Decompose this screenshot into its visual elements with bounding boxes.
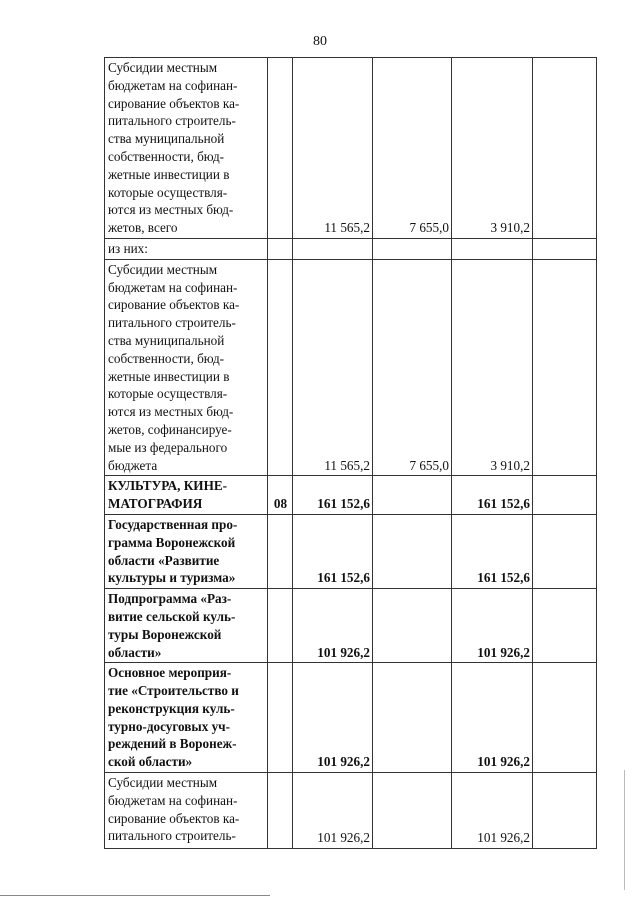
row-extra-cell: [533, 58, 597, 239]
row-extra-cell: [533, 476, 597, 515]
row-regional-cell: 101 926,2: [452, 663, 533, 773]
budget-table-body: [105, 58, 597, 849]
row-name-cell: Основное мероприя- тие «Строительство и реконструкция куль- турно-досуговых уч- реждений в Воронеж- ской области»: [105, 663, 268, 773]
table-row: [105, 259, 597, 476]
budget-table: [104, 57, 597, 849]
row-code-cell: [268, 589, 293, 663]
row-regional-cell: 101 926,2: [452, 773, 533, 849]
row-name-cell: Субсидии местным бюджетам на софинан- сирование объектов ка- питального строитель- ства муниципальной собственности, бюд- жетные инвестиции в которые осуществля- ются из местных бюд- жетов, софинансируе- мые из федерального бюджета: [105, 259, 268, 476]
row-extra-cell: [533, 259, 597, 476]
row-federal-cell: [373, 773, 452, 849]
row-code-cell: [268, 773, 293, 849]
table-row: [105, 773, 597, 849]
row-regional-cell: 161 152,6: [452, 476, 533, 515]
row-code-cell: [268, 259, 293, 476]
page-bottom-rule: [0, 895, 270, 896]
row-federal-cell: 7 655,0: [373, 58, 452, 239]
row-name-cell: из них:: [105, 238, 268, 259]
page-number: 80: [313, 34, 327, 49]
row-code-cell: [268, 514, 293, 588]
row-total-cell: 11 565,2: [293, 58, 373, 239]
row-regional-cell: 3 910,2: [452, 259, 533, 476]
row-code-cell: [268, 663, 293, 773]
row-regional-cell: 161 152,6: [452, 514, 533, 588]
scan-margin-mark: [624, 770, 625, 890]
row-total-cell: 101 926,2: [293, 773, 373, 849]
table-row: [105, 663, 597, 773]
row-name-cell: Субсидии местным бюджетам на софинан- сирование объектов ка- питального строитель- ства муниципальной собственности, бюд- жетные инвестиции в которые осуществля- ются из местных бюд- жетов, всего: [105, 58, 268, 239]
row-total-cell: 161 152,6: [293, 476, 373, 515]
row-total-cell: 101 926,2: [293, 663, 373, 773]
row-federal-cell: [373, 514, 452, 588]
row-code-cell: 08: [268, 476, 293, 515]
table-row: [105, 238, 597, 259]
row-name-cell: Подпрограмма «Раз- витие сельской куль- туры Воронежской области»: [105, 589, 268, 663]
row-federal-cell: [373, 238, 452, 259]
row-code-cell: [268, 238, 293, 259]
row-total-cell: 101 926,2: [293, 589, 373, 663]
row-extra-cell: [533, 589, 597, 663]
row-name-cell: КУЛЬТУРА, КИНЕ- МАТОГРАФИЯ: [105, 476, 268, 515]
table-row: [105, 514, 597, 588]
row-federal-cell: [373, 663, 452, 773]
row-name-cell: Государственная про- грамма Воронежской области «Развитие культуры и туризма»: [105, 514, 268, 588]
row-extra-cell: [533, 238, 597, 259]
row-federal-cell: 7 655,0: [373, 259, 452, 476]
row-total-cell: [293, 238, 373, 259]
row-name-cell: Субсидии местным бюджетам на софинан- сирование объектов ка- питального строитель-: [105, 773, 268, 849]
row-extra-cell: [533, 514, 597, 588]
row-regional-cell: 3 910,2: [452, 58, 533, 239]
row-total-cell: 11 565,2: [293, 259, 373, 476]
row-federal-cell: [373, 589, 452, 663]
row-extra-cell: [533, 663, 597, 773]
table-row: [105, 476, 597, 515]
row-total-cell: 161 152,6: [293, 514, 373, 588]
row-federal-cell: [373, 476, 452, 515]
row-regional-cell: [452, 238, 533, 259]
table-row: [105, 589, 597, 663]
row-regional-cell: 101 926,2: [452, 589, 533, 663]
row-code-cell: [268, 58, 293, 239]
table-row: [105, 58, 597, 239]
row-extra-cell: [533, 773, 597, 849]
